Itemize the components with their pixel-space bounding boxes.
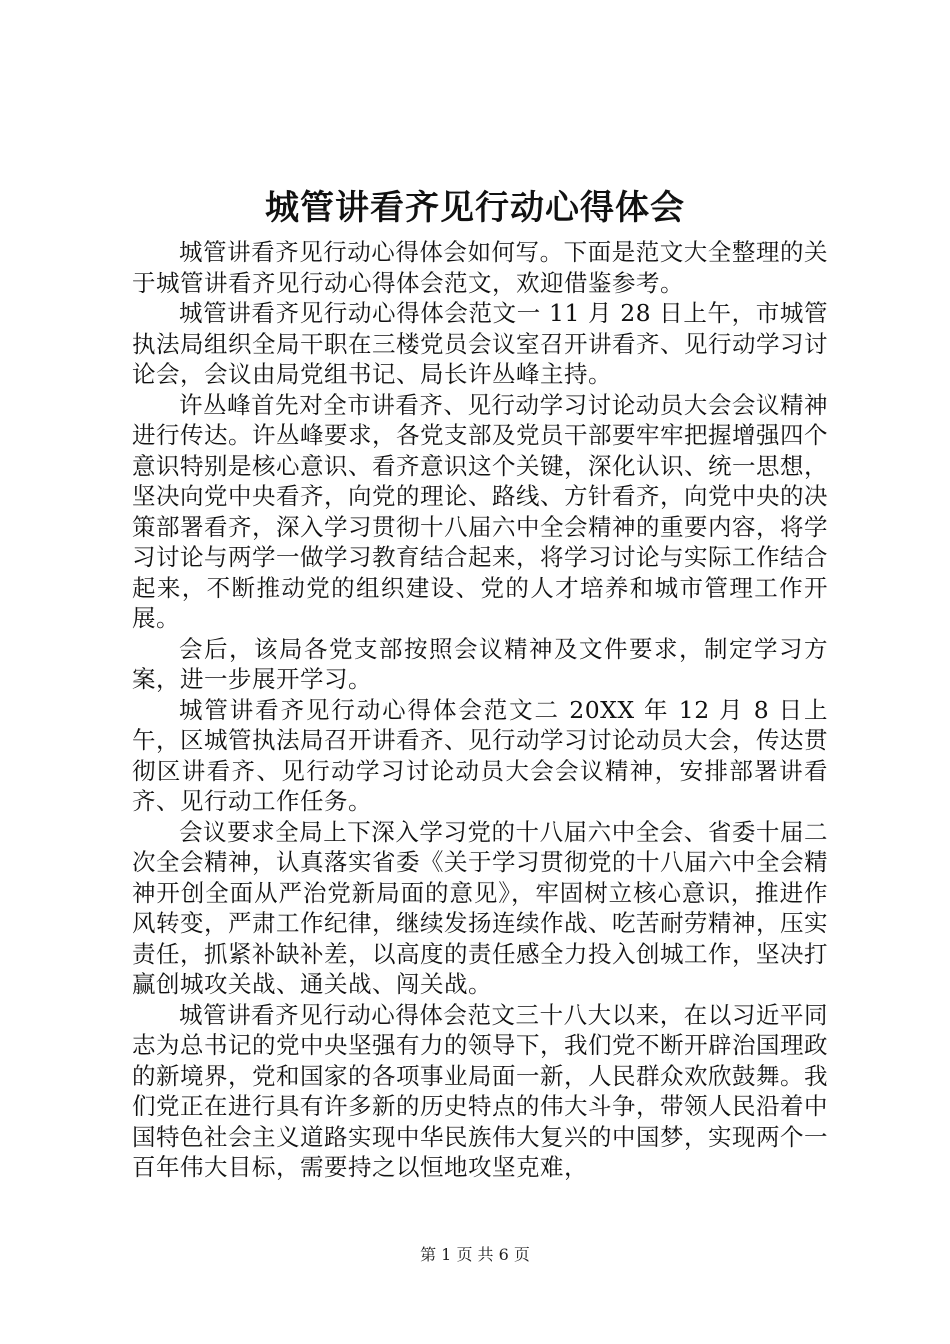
paragraph-intro: 城管讲看齐见行动心得体会如何写。下面是范文大全整理的关于城管讲看齐见行动心得体会范文，欢迎借鉴参考。 bbox=[132, 238, 828, 297]
paragraph-sample-three: 城管讲看齐见行动心得体会范文三十八大以来，在以习近平同志为总书记的党中央坚强有力的领导下，我们党不断开辟治国理政的新境界，党和国家的各项事业局面一新，人民群众欢欣鼓舞。我们党正在进行具有许多新的历史特点的伟大斗争，带领人民沿着中国特色社会主义道路实现中华民族伟大复兴的中国梦，实现两个一百年伟大目标，需要持之以恒地攻坚克难， bbox=[132, 1000, 828, 1181]
paragraph-meeting-requirements: 会议要求全局上下深入学习党的十八届六中全会、省委十届二次全会精神，认真落实省委《关于学习贯彻党的十八届六中全会精神开创全面从严治党新局面的意见》，牢固树立核心意识，推进作风转变，严肃工作纪律，继续发扬连续作战、吃苦耐劳精神，压实责任，抓紧补缺补差，以高度的责任感全力投入创城工作，坚决打赢创城攻关战、通关战、闯关战。 bbox=[132, 817, 828, 998]
document-title: 城管讲看齐见行动心得体会 bbox=[265, 188, 685, 228]
paragraph-sample-one: 城管讲看齐见行动心得体会范文一 11 月 28 日上午，市城管执法局组织全局干职在三楼党员会议室召开讲看齐、见行动学习讨论会，会议由局党组书记、局长许丛峰主持。 bbox=[132, 299, 828, 388]
paragraph-follow-up: 会后，该局各党支部按照会议精神及文件要求，制定学习方案，进一步展开学习。 bbox=[132, 634, 828, 693]
page-number-footer: 第 1 页 共 6 页 bbox=[420, 1245, 530, 1264]
paragraph-requirements: 许丛峰首先对全市讲看齐、见行动学习讨论动员大会会议精神进行传达。许丛峰要求，各党支部及党员干部要牢牢把握增强四个意识特别是核心意识、看齐意识这个关键，深化认识、统一思想，坚决向党中央看齐，向党的理论、路线、方针看齐，向党中央的决策部署看齐，深入学习贯彻十八届六中全会精神的重要内容，将学习讨论与两学一做学习教育结合起来，将学习讨论与实际工作结合起来，不断推动党的组织建设、党的人才培养和城市管理工作开展。 bbox=[132, 390, 828, 632]
paragraph-sample-two: 城管讲看齐见行动心得体会范文二 20XX 年 12 月 8 日上午，区城管执法局召开讲看齐、见行动学习讨论动员大会，传达贯彻区讲看齐、见行动学习讨论动员大会会议精神，安排部署讲看齐、见行动工作任务。 bbox=[132, 695, 828, 815]
document-body bbox=[132, 237, 828, 1183]
